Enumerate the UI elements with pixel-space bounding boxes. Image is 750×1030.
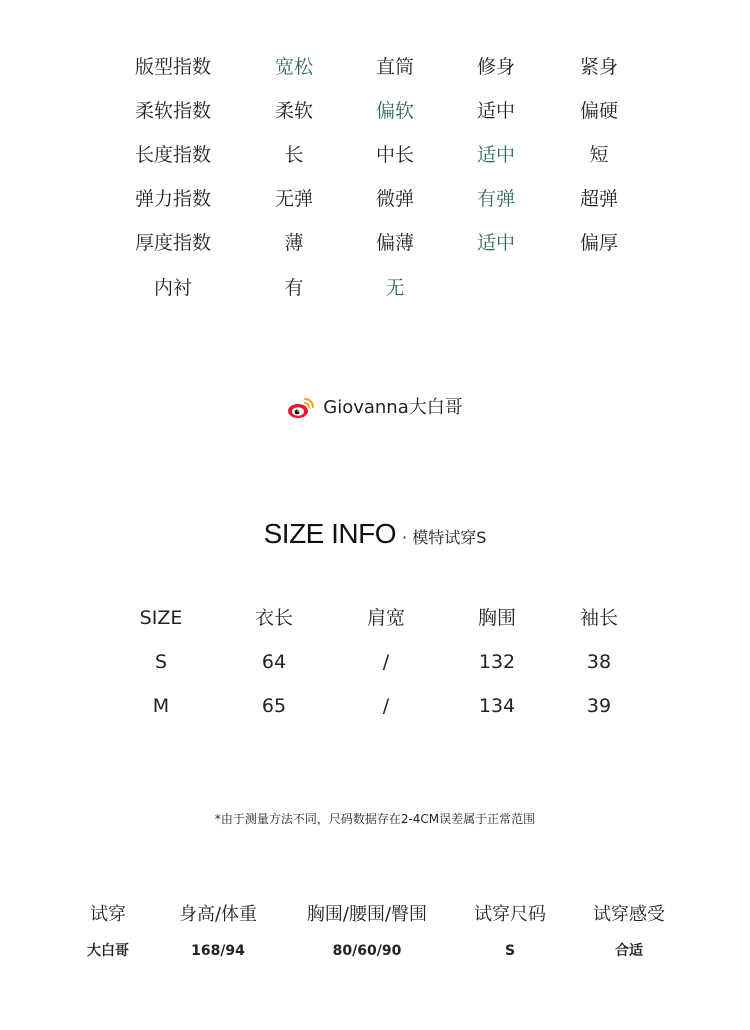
fit-option: 偏薄 — [375, 232, 415, 254]
fit-option: 中长 — [375, 144, 415, 166]
try-on-header-cell: 试穿 — [90, 904, 126, 925]
fit-option: 无弹 — [274, 188, 314, 210]
fit-option: 无 — [385, 277, 405, 299]
fit-option: 偏硬 — [579, 100, 619, 122]
size-cell: S — [154, 651, 168, 673]
size-cell: M — [152, 695, 170, 717]
fit-row-4 — [0, 228, 750, 258]
try-on-value: S — [504, 943, 516, 959]
fit-label: 柔软指数 — [134, 100, 212, 122]
fit-option: 适中 — [476, 232, 516, 254]
size-cell: / — [382, 695, 390, 717]
fit-label: 弹力指数 — [134, 188, 212, 210]
size-cell: 65 — [261, 695, 287, 717]
fit-option: 微弹 — [375, 188, 415, 210]
fit-option: 柔软 — [274, 100, 314, 122]
fit-option: 有弹 — [476, 188, 516, 210]
try-on-header-cell: 试穿感受 — [593, 904, 665, 925]
try-on-header — [0, 900, 750, 930]
size-header: 肩宽 — [366, 607, 406, 629]
size-header: 袖长 — [579, 607, 619, 629]
fit-row-5 — [0, 273, 750, 303]
fit-label: 长度指数 — [134, 144, 212, 166]
measurement-note: *由于测量方法不同，尺码数据存在2-4CM误差属于正常范围 — [214, 812, 536, 826]
size-header: 衣长 — [254, 607, 294, 629]
fit-label: 厚度指数 — [134, 232, 212, 254]
fit-row-0 — [0, 52, 750, 82]
fit-row-2 — [0, 140, 750, 170]
size-cell: 38 — [586, 651, 612, 673]
fit-option: 有 — [284, 277, 304, 299]
fit-option: 偏软 — [375, 100, 415, 122]
try-on-value: 大白哥 — [87, 943, 129, 959]
fit-option: 紧身 — [579, 56, 619, 78]
fit-option: 薄 — [284, 232, 304, 254]
try-on-value: 80/60/90 — [332, 943, 402, 959]
size-row-m — [0, 691, 750, 721]
brand-name: Giovanna大白哥 — [323, 397, 463, 418]
try-on-values — [0, 936, 750, 966]
fit-option: 修身 — [476, 56, 516, 78]
fit-option: 宽松 — [274, 56, 314, 78]
fit-option: 直筒 — [375, 56, 415, 78]
size-cell: 132 — [478, 651, 516, 673]
size-cell: 64 — [261, 651, 287, 673]
size-header: 胸围 — [477, 607, 517, 629]
fit-option: 超弹 — [579, 188, 619, 210]
size-row-s — [0, 647, 750, 677]
try-on-value: 168/94 — [191, 943, 245, 959]
size-cell: 39 — [586, 695, 612, 717]
try-on-value: 合适 — [615, 943, 643, 959]
try-on-header-cell: 身高/体重 — [178, 904, 258, 925]
fit-option: 偏厚 — [579, 232, 619, 254]
fit-row-3 — [0, 184, 750, 214]
fit-label: 内衬 — [153, 277, 193, 299]
size-cell: 134 — [478, 695, 516, 717]
brand-watermark — [0, 392, 750, 424]
model-size-note: · 模特试穿S — [402, 528, 487, 547]
try-on-header-cell: 胸围/腰围/臀围 — [306, 904, 428, 925]
fit-label: 版型指数 — [134, 56, 212, 78]
fit-option: 长 — [284, 144, 304, 166]
fit-option: 短 — [589, 144, 609, 166]
size-table-header — [0, 603, 750, 633]
size-info-title — [0, 518, 750, 558]
try-on-header-cell: 试穿尺码 — [474, 904, 546, 925]
size-header: SIZE — [139, 607, 183, 629]
weibo-icon — [287, 396, 315, 420]
size-info-heading: SIZE INFO — [263, 518, 397, 549]
fit-row-1 — [0, 96, 750, 126]
size-cell: / — [382, 651, 390, 673]
fit-option: 适中 — [476, 144, 516, 166]
fit-option: 适中 — [476, 100, 516, 122]
